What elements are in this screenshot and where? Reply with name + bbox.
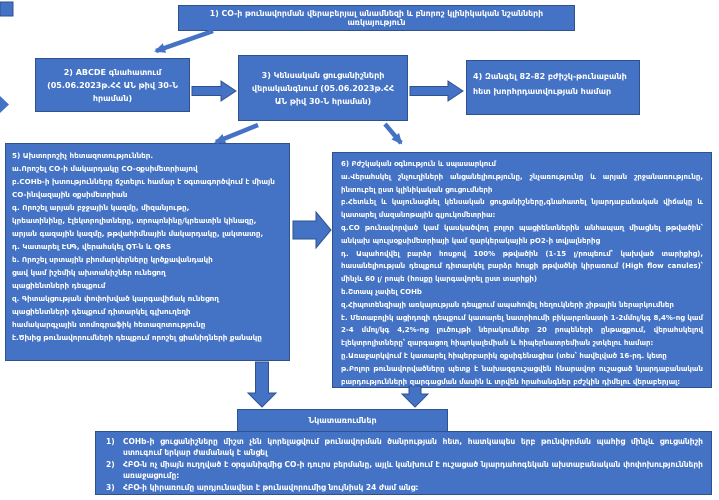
arrow-step1-to-step2-icon	[156, 31, 213, 51]
step5-line: գ. Որոշել արյան բջջային կազմը, միզանյութը,	[12, 203, 190, 212]
step1-box	[178, 5, 575, 31]
arrow-step5-to-notes-icon	[248, 362, 276, 407]
step6-line: ը.Առաջարկվում է կատարել հիպերբարիկ օքսիգենացիա (տես՝ հավելված 16-րդ. կետը	[341, 351, 667, 360]
step5-line: է.Ծխից թունավորումների դեպքում որոշել ցիանիդների քանակը	[12, 333, 262, 342]
note-number: 3)	[106, 482, 115, 492]
step4-box	[466, 60, 640, 115]
step4-text: 4) Զանգել 82-82 բժիշկ-թունաբանի հետ խորհրդատվության համար	[473, 72, 627, 96]
step2-box	[35, 58, 190, 112]
arrow-step5-to-step6-icon	[293, 212, 331, 248]
notes-header-text: Նկատառումներ	[308, 416, 377, 425]
note-text: COHb-ի ցուցանիշները միշտ չեն կորելացվում թունավորման ծանրության հետ, հատկապես երբ թունվորման պահից մինչև ցուցանիշի ստուգում երկար ժամանակ է անցել	[123, 437, 703, 458]
step6-line: է. Մետաբոլիկ ացիդոզի դեպքում կատարել նատրիումի բիկարբոնատի 1-2մմոլ/կգ 8,4%-ոց կամ 2-4 մմոլ/կգ 4,2%-ոց լուծույթի ներակումներ 20 րոպեների ընթացքում, վերահսկելով էլեկտրոլիտները՝ զարգացող հիպոկալեմիան և հիպերնատրեմիան շտկելու համար:	[341, 313, 703, 348]
step5-line: զ. Գիտակցության փոփոխված կարգավիճակ ունեցող	[12, 294, 219, 303]
step5-line: պացիենտների դեպքում դիտարկել գլխուղեղի	[12, 307, 191, 316]
note-number: 1)	[106, 437, 115, 446]
step5-line: բ.COHb-ի խտությունները ճշտելու համար է օգտագործվում է միայն CO-ինվազային օքսիմետրիան	[12, 177, 275, 199]
step6-line: 6) Բժշկական օգնություն և սպասարկում	[341, 160, 497, 168]
step5-line: ա.Որոշել CO-ի մակարդակը CO-օքսիմետրիայով	[12, 164, 198, 173]
step6-line: դ. Ապահովվել բարձր հոսքով 100% թթվածին (1-15 լ/րոպեում՝ կախված տարիքից), հասանելիության դեպքում դիտարկել բարձր հոսքի թթվածնի կիրառում (High flow canules)՝ մինչև 60 լ/ րոպե (հոսքը կարգավորել ըստ տարիքի)	[341, 249, 703, 284]
step6-line: բ.Հետևել և կայունացնել կենսական ցուցանիշները,գնահատել նյարդաբանական վիճակը և կատարել մազանոթային գլյուկոմետրիա:	[341, 198, 703, 220]
note-item	[106, 482, 703, 493]
step6-line: ա.Վերահսկել շնչուղիների անցանելիությունը, շնչառությունը և արյան շրջանառությունը, ինտուբել ըստ կլինիկական ցուցումների	[341, 172, 703, 194]
step5-line: ցավ կամ իշեմիկ ախտանիշներ ունեցող	[12, 268, 166, 277]
step6-line: զ.Հիպոտենզիայի առկայության դեպքում ապահովել հեղուկների շիթային ներարկումներ	[341, 300, 674, 309]
step1-text: 1) CO-ի թունավորման վերաբերյալ անամնեզի և բնորոշ կլինիկական նշանների առկայություն	[209, 9, 544, 27]
step6-box	[332, 152, 712, 388]
step5-line: դ. Կատարել ԷՍԳ, վերահսկել QT-ն և QRS	[12, 242, 172, 251]
step3-text: 3) Կենսական ցուցանիշների վերականգնում (05.06.2023թ.ՀՀ ԱՆ թիվ 30-Ն հրաման)	[251, 70, 395, 106]
step6-line: գ.CO թունավորված կամ կասկածվող բոլոր պացիենտներին անհապաղ միացնել թթվածին՝ անկախ պուլսօքսիմետրիայի կամ զարկերակային pO2-ի տվյալներից	[341, 223, 703, 245]
arrow-step3-to-step5-icon	[216, 125, 258, 142]
step5-line: կրեատինինը, էլեկտրոլիտները, տրոպոնինը/կրեատին կինազը,	[12, 216, 257, 225]
step5-box	[5, 143, 290, 361]
note-item	[106, 459, 703, 482]
note-text: ՀԲՕ-ն ոչ միայն ուղղված է օրգանիզմից CO-ի դուրս բերմանը, այլև կանխում է ուշացած նյարդահոգեկան ախտաբանական փոփոխությունների առաջացումը:	[123, 459, 703, 481]
notes-box	[95, 431, 712, 495]
clipped-arrow-left-edge-icon	[0, 96, 9, 113]
note-text: ՀԲՕ-ի կիրառումը արդյունավետ է թունավորումից նույնիսկ 24 ժամ անց:	[123, 482, 419, 492]
arrow-step2-to-step3-icon	[192, 81, 236, 101]
arrow-step6-to-notes-icon	[402, 386, 428, 407]
step5-line: համակարգչային տոմոգրաֆիկ հետազոտությունը	[12, 320, 206, 329]
step5-line: արյան գազային կազմը, թթվահիմնային մակարդակը, լակտատը,	[12, 229, 264, 238]
arrow-step3-to-step6-icon	[385, 124, 401, 143]
step6-line: ե.Շտապ չափել COHb	[341, 287, 422, 296]
step5-line: ե. Որոշել սրտային բիոմարկերները կրծքավանդակի	[12, 255, 213, 264]
step5-line: 5) Ախտորոշիչ հետազոտություններ.	[12, 151, 154, 160]
notes-header-box	[237, 409, 448, 432]
note-item	[106, 436, 703, 459]
arrow-step3-to-step4-icon	[410, 81, 463, 101]
step5-line: պացիենտների դեպքում	[12, 281, 106, 290]
step6-line: թ.Բոլոր թունավորվածները պետք է նախազգուշացվեն հնարավոր ուշացած նյարդաբանական բարդությունների զարգացման մասին և տրվեն հրահանգներ բժշկին դիմելու վերաբերյալ:	[341, 364, 703, 386]
step2-text: 2) ABCDE գնահատում (05.06.2023թ.ՀՀ ԱՆ թիվ 30-Ն հրաման)	[47, 67, 178, 103]
note-number: 2)	[106, 459, 115, 469]
step3-box	[238, 55, 408, 121]
clipped-shape-top-left-icon	[0, 2, 13, 16]
